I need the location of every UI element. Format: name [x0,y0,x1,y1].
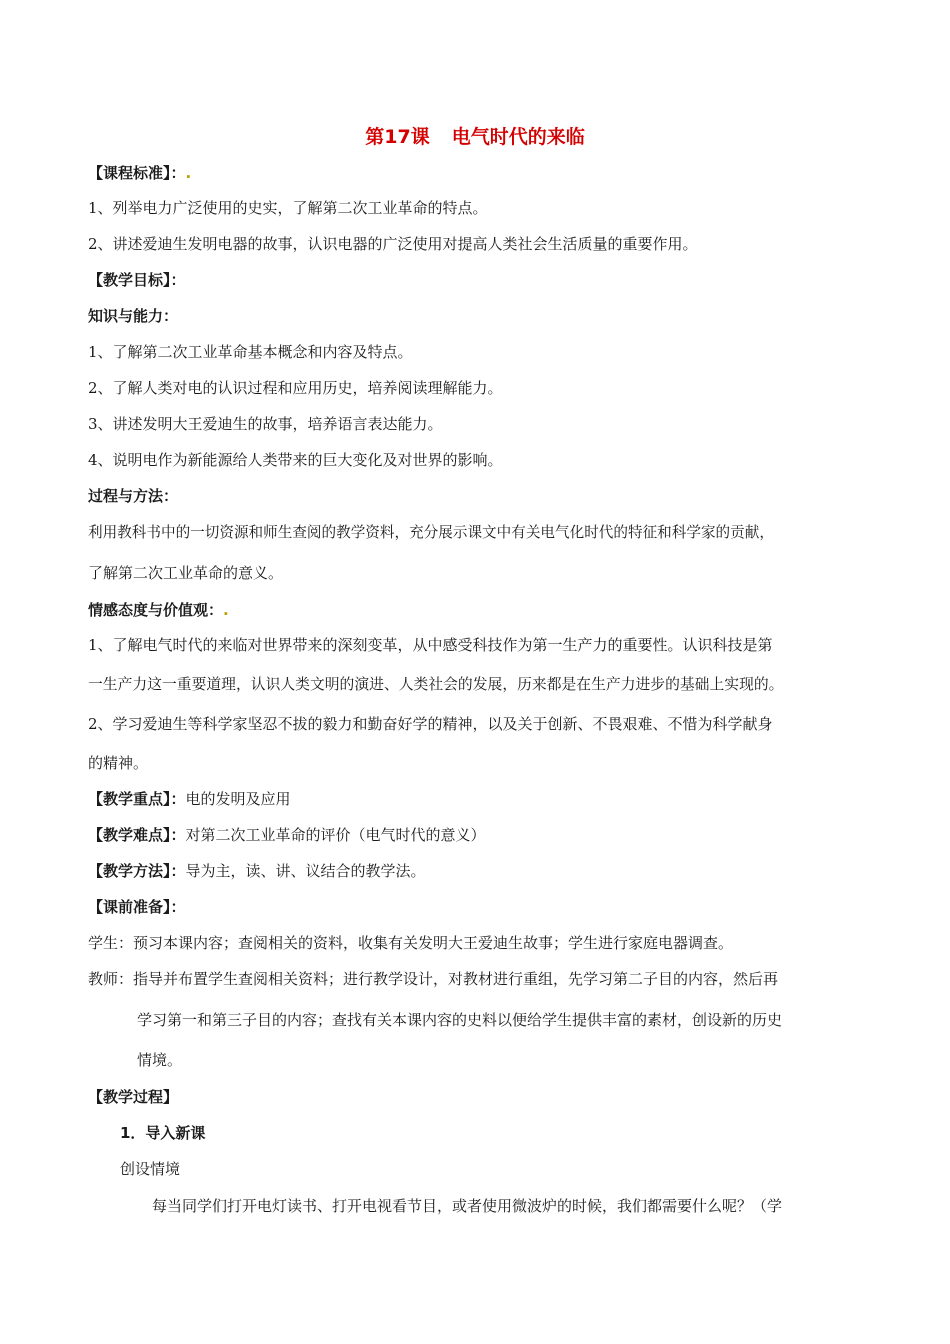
preparation-teacher-line-2: 学习第一和第三子目的内容；查找有关本课内容的史料以便给学生提供丰富的素材，创设新的历史 [137,1011,783,1029]
process-method-line-1: 利用教科书中的一切资源和师生查阅的教学资料，充分展示课文中有关电气化时代的特征和科学家的贡献， [88,524,774,541]
knowledge-item-4: 4、说明电作为新能源给人类带来的巨大变化及对世界的影响。 [88,451,503,469]
curriculum-standard-heading: 【课程标准】：. [88,164,192,182]
step-introduce-new-lesson: 1．导入新课 [120,1124,206,1142]
attitude-line-1: 1、了解电气时代的来临对世界带来的深刻变革，从中感受科技作为第一生产力的重要性。认识科技是第 [88,636,773,654]
lesson-number: 第17课 [365,126,430,148]
knowledge-heading: 知识与能力： [88,307,179,325]
lesson-title [0,125,950,149]
difficult-point: 【教学难点】：对第二次工业革命的评价（电气时代的意义） [88,826,486,844]
preparation-heading: 【课前准备】： [88,898,186,916]
preparation-teacher-line-3: 情境。 [137,1051,183,1069]
preparation-student: 学生：预习本课内容；查阅相关的资料，收集有关发明大王爱迪生故事；学生进行家庭电器调查。 [88,934,734,952]
attitude-line-4: 的精神。 [88,754,149,772]
knowledge-item-1: 1、了解第二次工业革命基本概念和内容及特点。 [88,343,413,361]
teaching-process-heading: 【教学过程】 [88,1088,179,1106]
intro-paragraph: 每当同学们打开电灯读书、打开电视看节目，或者使用微波炉的时候，我们都需要什么呢？（学 [152,1197,783,1215]
process-method-heading: 过程与方法： [88,487,179,505]
process-method-line-2: 了解第二次工业革命的意义。 [88,564,284,582]
objectives-heading: 【教学目标】： [88,271,186,289]
attitude-heading: 情感态度与价值观：. [88,601,229,619]
knowledge-item-2: 2、了解人类对电的认识过程和应用历史，培养阅读理解能力。 [88,379,503,397]
lesson-name: 电气时代的来临 [451,126,585,148]
teaching-method: 【教学方法】：导为主，读、讲、议结合的教学法。 [88,862,426,880]
standard-item-1: 1、列举电力广泛使用的史实，了解第二次工业革命的特点。 [88,199,488,217]
attitude-line-3: 2、学习爱迪生等科学家坚忍不拔的毅力和勤奋好学的精神，以及关于创新、不畏艰难、不惜为科学献身 [88,715,773,733]
preparation-teacher-line-1: 教师：指导并布置学生查阅相关资料；进行教学设计，对教材进行重组，先学习第二子目的内容，然后再 [88,970,779,988]
create-scene-label: 创设情境 [120,1160,181,1178]
key-point: 【教学重点】：电的发明及应用 [88,790,291,808]
attitude-line-2: 一生产力这一重要道理，认识人类文明的演进、人类社会的发展，历来都是在生产力进步的基础上实现的。 [88,676,784,693]
standard-item-2: 2、讲述爱迪生发明电器的故事，认识电器的广泛使用对提高人类社会生活质量的重要作用。 [88,235,698,253]
knowledge-item-3: 3、讲述发明大王爱迪生的故事，培养语言表达能力。 [88,415,443,433]
